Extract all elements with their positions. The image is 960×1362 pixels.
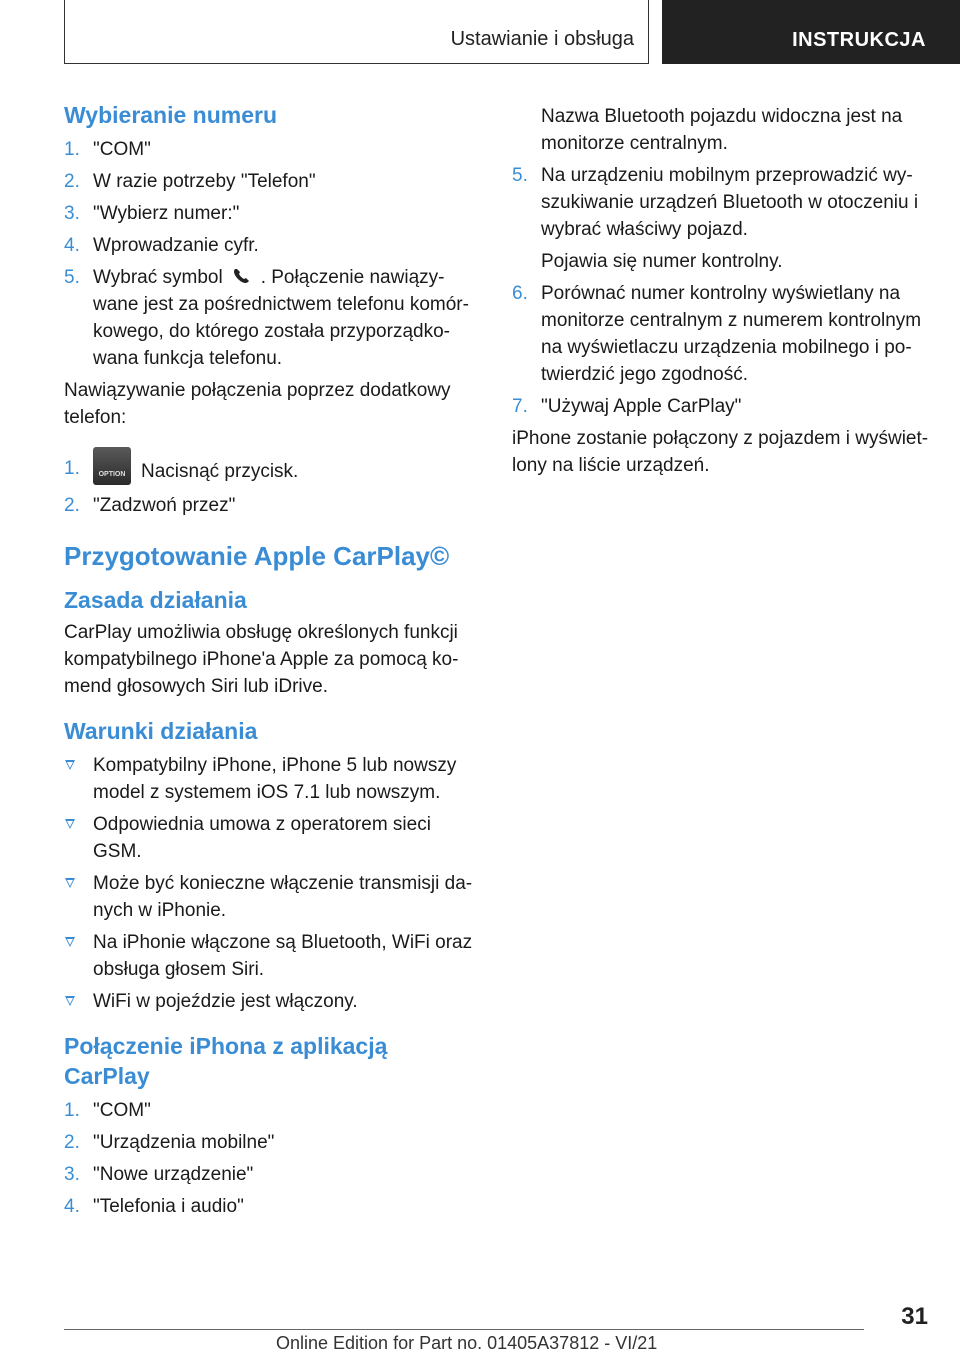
triangle-bullet-icon (65, 760, 75, 770)
list-item: 6. Porównać numer kontrolny wyświetlany na monitorze centralnym z numerem kontrolnym na wyświetlaczu urządzenia mobilnego i potwierdzić jego zgodność. (512, 283, 922, 385)
header-chapter-title: INSTRUKCJA (792, 29, 926, 51)
conditions-title: Warunki działania (64, 718, 258, 744)
list-item: 3. "Nowe urządzenie" (64, 1164, 254, 1185)
connect-title: Połączenie iPhona z aplikacją CarPlay (64, 1033, 388, 1089)
triangle-bullet-icon (65, 937, 75, 947)
principle-text: CarPlay umożliwia obsługę określonych funkcji kompatybilnego iPhone'a Apple za pomocą komend głosowych Siri lub iDrive. (64, 622, 459, 697)
list-item: Odpowiednia umowa z operatorem sieci GSM. (64, 811, 476, 865)
footer-divider (64, 1329, 864, 1330)
final-text: iPhone zostanie połączony z pojazdem i wyświetlony na liście urządzeń. (512, 428, 929, 476)
list-item: 3. "Wybierz numer:" (64, 203, 240, 224)
right-column (512, 103, 930, 479)
list-item: 4. "Telefonia i audio" (64, 1196, 244, 1217)
footer-edition: Online Edition for Part no. 01405A37812 - VI/21 (276, 1333, 658, 1353)
header-section-title: Ustawianie i obsługa (450, 28, 634, 50)
pairing-steps-cont (512, 280, 930, 420)
step5-note: Pojawia się numer kontrolny. (541, 251, 783, 272)
list-item: 2. W razie potrzeby "Telefon" (64, 171, 316, 192)
list-item: 2. "Zadzwoń przez" (64, 495, 236, 516)
phone-handset-icon (229, 266, 255, 286)
list-item: Na iPhonie włączone są Bluetooth, WiFi oraz obsługa głosem Siri. (64, 929, 476, 983)
list-item: 1. OPTION Nacisnąć przycisk. (64, 447, 476, 485)
list-item: 2. "Urządzenia mobilne" (64, 1132, 275, 1153)
principle-title: Zasada działania (64, 587, 247, 613)
pairing-steps (512, 162, 930, 243)
left-column (64, 100, 476, 1225)
connect-steps (64, 1097, 476, 1220)
dial-title: Wybieranie numeru (64, 102, 278, 128)
list-item: 7. "Używaj Apple CarPlay" (512, 396, 742, 417)
dial-steps (64, 136, 476, 372)
extra-phone-intro: Nawiązywanie połączenia poprzez dodatkowy telefon: (64, 380, 451, 428)
list-item: 4. Wprowadzanie cyfr. (64, 235, 259, 256)
list-item: WiFi w pojeździe jest włączony. (64, 988, 476, 1015)
list-item: 1. "COM" (64, 1100, 151, 1121)
option-button-icon: OPTION (93, 447, 131, 485)
extra-steps (64, 447, 476, 519)
carplay-title: Przygotowanie Apple CarPlay© (64, 541, 450, 571)
conditions-list (64, 752, 476, 1015)
list-item: Kompatybilny iPhone, iPhone 5 lub nowszy model z systemem iOS 7.1 lub nowszym. (64, 752, 476, 806)
triangle-bullet-icon (65, 996, 75, 1006)
header-chapter-box (662, 0, 960, 64)
list-item: 5. Na urządzeniu mobilnym przeprowadzić wyszukiwanie urządzeń Bluetooth w otoczeniu i wybrać właściwy pojazd. (512, 165, 919, 240)
list-item: Może być konieczne włączenie transmisji danych w iPhonie. (64, 870, 476, 924)
triangle-bullet-icon (65, 819, 75, 829)
continued-text: Nazwa Bluetooth pojazdu widoczna jest na monitorze centralnym. (541, 106, 903, 154)
list-item: 1. "COM" (64, 139, 151, 160)
page-number: 31 (901, 1303, 928, 1330)
triangle-bullet-icon (65, 878, 75, 888)
header-section-box (64, 0, 649, 64)
list-item: 5. Wybrać symbol . Połączenie nawiązywane jest za pośrednictwem telefonu komórkowego, do którego została przyporządkowana funkcja telefonu. (64, 267, 469, 369)
